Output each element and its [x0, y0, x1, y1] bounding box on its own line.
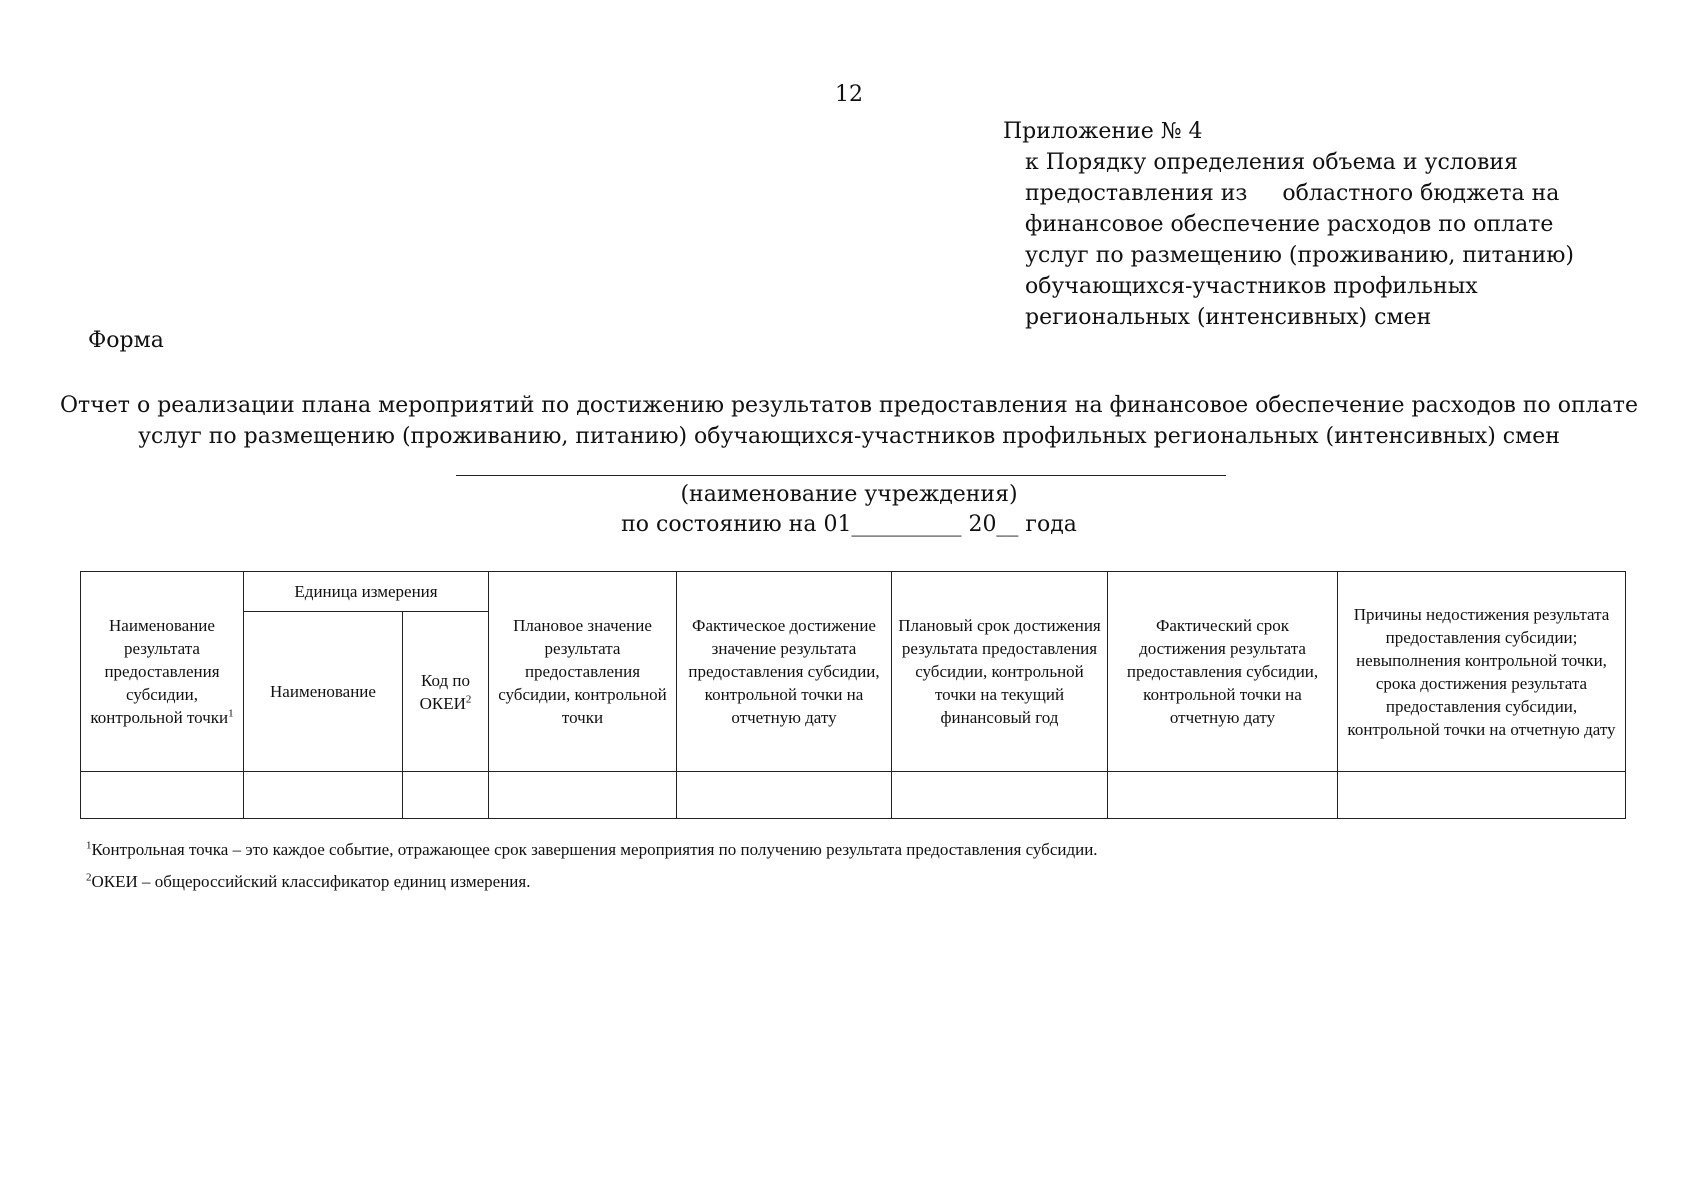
table-cell[interactable] — [1108, 772, 1338, 819]
footnote-mark: 2 — [86, 871, 92, 884]
report-table — [80, 571, 1626, 819]
institution-caption: (наименование учреждения) — [680, 482, 1018, 507]
footnote-text: Контрольная точка – это каждое событие, отражающее срок завершения мероприятия по получению результата предоставления субсидии. — [91, 840, 1098, 859]
header-unit-name: Наименование — [244, 612, 403, 772]
footnotes — [86, 834, 1098, 898]
form-label: Форма — [88, 328, 164, 353]
page-number: 12 — [835, 82, 863, 107]
report-title-line-2: услуг по размещению (проживанию, питанию) обучающихся-участников профильных региональных (интенсивных) смен — [138, 424, 1560, 449]
appendix-line: региональных (интенсивных) смен — [1025, 305, 1432, 330]
as-of-date: по состоянию на 01__________ 20__ года — [621, 512, 1077, 537]
header-okei: Код по ОКЕИ$^2$ — [403, 612, 489, 772]
table-header-row — [81, 572, 1626, 612]
table-row — [81, 772, 1626, 819]
institution-name-line[interactable] — [456, 475, 1226, 476]
footnote-2 — [86, 866, 1098, 898]
report-title-line-1: Отчет о реализации плана мероприятий по достижению результатов предоставления на финансовое обеспечение расходов по оплате — [60, 393, 1638, 418]
header-reasons: Причины недостижения результата предоставления субсидии; невыполнения контрольной точки, срока достижения результата предоставления субсидии, контрольной точки на отчетную дату — [1338, 572, 1626, 772]
footnote-ref-2: 2 — [465, 692, 472, 705]
table-cell[interactable] — [489, 772, 677, 819]
appendix-line: к Порядку определения объема и условия — [1025, 150, 1518, 175]
appendix-line: предоставления из областного бюджета на — [1025, 181, 1560, 206]
appendix-title: Приложение № 4 — [1003, 119, 1203, 144]
header-unit-group: Единица измерения — [244, 572, 489, 612]
header-actual-value: Фактическое достижение значение результата предоставления субсидии, контрольной точки на отчетную дату — [677, 572, 892, 772]
footnote-text: ОКЕИ – общероссийский классификатор единиц измерения. — [91, 872, 531, 891]
table-cell[interactable] — [81, 772, 244, 819]
header-planned-date: Плановый срок достижения результата предоставления субсидии, контрольной точки на текущий финансовый год — [892, 572, 1108, 772]
header-result-name: Наименование результата предоставления субсидии, контрольной точки$^1$ — [81, 572, 244, 772]
footnote-mark: 1 — [86, 839, 92, 852]
table-cell[interactable] — [244, 772, 403, 819]
table-cell[interactable] — [677, 772, 892, 819]
appendix-lines — [1003, 147, 1623, 333]
footnote-ref-1: 1 — [228, 707, 234, 720]
appendix-line: услуг по размещению (проживанию, питанию) — [1025, 243, 1575, 268]
table-cell[interactable] — [403, 772, 489, 819]
appendix-line: обучающихся-участников профильных — [1025, 274, 1478, 299]
footnote-1 — [86, 834, 1098, 866]
appendix-header — [1003, 116, 1623, 333]
appendix-line: финансовое обеспечение расходов по оплате — [1025, 212, 1554, 237]
header-planned-value: Плановое значение результата предоставления субсидии, контрольной точки — [489, 572, 677, 772]
header-actual-date: Фактический срок достижения результата предоставления субсидии, контрольной точки на отчетную дату — [1108, 572, 1338, 772]
table-cell[interactable] — [892, 772, 1108, 819]
table-cell[interactable] — [1338, 772, 1626, 819]
report-title — [40, 390, 1658, 452]
